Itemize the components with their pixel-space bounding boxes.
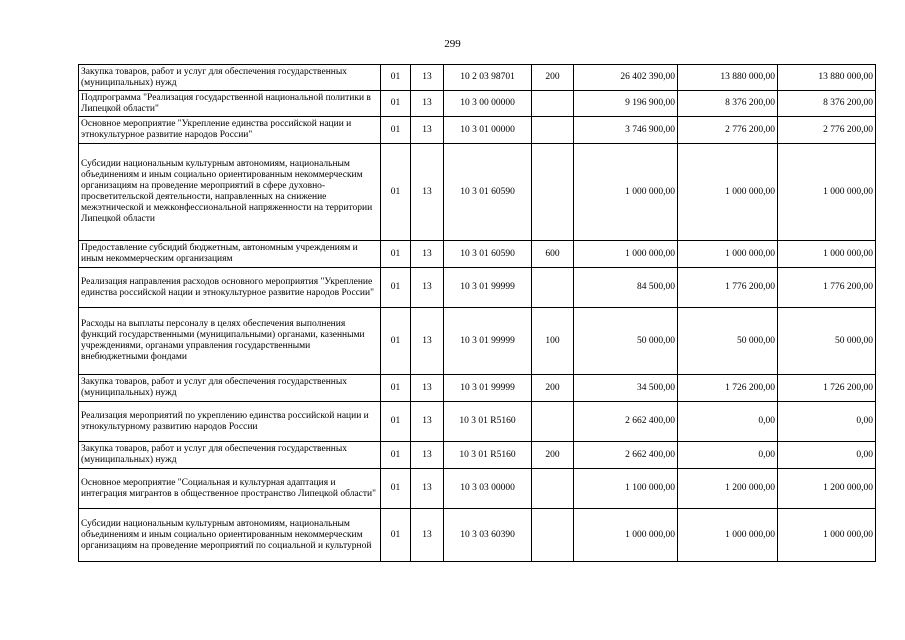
target-article-cell: 10 2 03 98701 <box>444 65 532 91</box>
amount-year3-cell: 50 000,00 <box>778 308 876 375</box>
expense-type-cell: 200 <box>532 442 574 469</box>
table-row <box>79 144 876 241</box>
expense-type-cell: 200 <box>532 65 574 91</box>
section-code-cell: 01 <box>381 442 411 469</box>
amount-year2-cell: 8 376 200,00 <box>678 91 778 117</box>
section-code-cell: 01 <box>381 469 411 509</box>
subsection-code-cell: 13 <box>411 241 444 268</box>
amount-year2-cell: 50 000,00 <box>678 308 778 375</box>
target-article-cell: 10 3 01 99999 <box>444 268 532 308</box>
expense-name-cell: Основное мероприятие "Социальная и культурная адаптация и интеграция мигрантов в общественное пространство Липецкой области" <box>79 469 381 509</box>
target-article-cell: 10 3 01 00000 <box>444 117 532 144</box>
expense-type-cell <box>532 509 574 562</box>
amount-year2-cell: 1 000 000,00 <box>678 241 778 268</box>
table-row <box>79 117 876 144</box>
expense-type-cell <box>532 469 574 509</box>
section-code-cell: 01 <box>381 241 411 268</box>
amount-year2-cell: 1 726 200,00 <box>678 375 778 402</box>
amount-year2-cell: 13 880 000,00 <box>678 65 778 91</box>
amount-year3-cell: 2 776 200,00 <box>778 117 876 144</box>
table-row <box>79 509 876 562</box>
table-row <box>79 469 876 509</box>
expense-type-cell: 100 <box>532 308 574 375</box>
target-article-cell: 10 3 03 60390 <box>444 509 532 562</box>
amount-year3-cell: 1 776 200,00 <box>778 268 876 308</box>
subsection-code-cell: 13 <box>411 442 444 469</box>
section-code-cell: 01 <box>381 117 411 144</box>
amount-year1-cell: 34 500,00 <box>574 375 678 402</box>
target-article-cell: 10 3 01 60590 <box>444 144 532 241</box>
amount-year2-cell: 0,00 <box>678 442 778 469</box>
amount-year2-cell: 1 200 000,00 <box>678 469 778 509</box>
target-article-cell: 10 3 01 R5160 <box>444 402 532 442</box>
amount-year1-cell: 84 500,00 <box>574 268 678 308</box>
target-article-cell: 10 3 03 00000 <box>444 469 532 509</box>
expense-name-cell: Субсидии национальным культурным автономиям, национальным объединениям и иным социально ориентированным некоммерческим организациям на проведение мероприятий по социальной и культурной <box>79 509 381 562</box>
amount-year2-cell: 1 000 000,00 <box>678 144 778 241</box>
amount-year3-cell: 13 880 000,00 <box>778 65 876 91</box>
expense-name-cell: Закупка товаров, работ и услуг для обеспечения государственных (муниципальных) нужд <box>79 442 381 469</box>
amount-year1-cell: 3 746 900,00 <box>574 117 678 144</box>
amount-year1-cell: 50 000,00 <box>574 308 678 375</box>
expense-type-cell <box>532 117 574 144</box>
amount-year1-cell: 1 000 000,00 <box>574 144 678 241</box>
subsection-code-cell: 13 <box>411 65 444 91</box>
subsection-code-cell: 13 <box>411 509 444 562</box>
table-row <box>79 402 876 442</box>
table-row <box>79 241 876 268</box>
expense-type-cell <box>532 268 574 308</box>
amount-year2-cell: 1 776 200,00 <box>678 268 778 308</box>
expense-name-cell: Основное мероприятие "Укрепление единства российской нации и этнокультурное развитие народов России" <box>79 117 381 144</box>
amount-year3-cell: 1 726 200,00 <box>778 375 876 402</box>
expense-name-cell: Закупка товаров, работ и услуг для обеспечения государственных (муниципальных) нужд <box>79 375 381 402</box>
expense-type-cell <box>532 402 574 442</box>
amount-year3-cell: 8 376 200,00 <box>778 91 876 117</box>
expense-name-cell: Подпрограмма "Реализация государственной национальной политики в Липецкой области" <box>79 91 381 117</box>
target-article-cell: 10 3 00 00000 <box>444 91 532 117</box>
subsection-code-cell: 13 <box>411 144 444 241</box>
amount-year1-cell: 2 662 400,00 <box>574 402 678 442</box>
section-code-cell: 01 <box>381 91 411 117</box>
expense-name-cell: Закупка товаров, работ и услуг для обеспечения государственных (муниципальных) нужд <box>79 65 381 91</box>
section-code-cell: 01 <box>381 375 411 402</box>
subsection-code-cell: 13 <box>411 375 444 402</box>
section-code-cell: 01 <box>381 402 411 442</box>
table-row <box>79 91 876 117</box>
table-row <box>79 268 876 308</box>
table-row <box>79 308 876 375</box>
amount-year2-cell: 1 000 000,00 <box>678 509 778 562</box>
subsection-code-cell: 13 <box>411 402 444 442</box>
amount-year1-cell: 9 196 900,00 <box>574 91 678 117</box>
amount-year2-cell: 2 776 200,00 <box>678 117 778 144</box>
amount-year1-cell: 1 000 000,00 <box>574 509 678 562</box>
table-row <box>79 442 876 469</box>
section-code-cell: 01 <box>381 144 411 241</box>
target-article-cell: 10 3 01 99999 <box>444 308 532 375</box>
amount-year1-cell: 26 402 390,00 <box>574 65 678 91</box>
amount-year3-cell: 1 000 000,00 <box>778 241 876 268</box>
amount-year3-cell: 0,00 <box>778 442 876 469</box>
amount-year2-cell: 0,00 <box>678 402 778 442</box>
expense-name-cell: Реализация мероприятий по укреплению единства российской нации и этнокультурному развитию народов России <box>79 402 381 442</box>
expense-name-cell: Реализация направления расходов основного мероприятия "Укрепление единства российской нации и этнокультурное развитие народов России" <box>79 268 381 308</box>
budget-table <box>78 64 876 562</box>
section-code-cell: 01 <box>381 509 411 562</box>
amount-year3-cell: 1 000 000,00 <box>778 144 876 241</box>
subsection-code-cell: 13 <box>411 91 444 117</box>
section-code-cell: 01 <box>381 308 411 375</box>
amount-year3-cell: 1 000 000,00 <box>778 509 876 562</box>
subsection-code-cell: 13 <box>411 117 444 144</box>
expense-type-cell <box>532 91 574 117</box>
table-row <box>79 375 876 402</box>
amount-year3-cell: 0,00 <box>778 402 876 442</box>
expense-name-cell: Расходы на выплаты персоналу в целях обеспечения выполнения функций государственными (муниципальными) органами, казенными учреждениями, органами управления государственными внебюджетными фондами <box>79 308 381 375</box>
table-row <box>79 65 876 91</box>
expense-name-cell: Предоставление субсидий бюджетным, автономным учреждениям и иным некоммерческим организациям <box>79 241 381 268</box>
amount-year1-cell: 2 662 400,00 <box>574 442 678 469</box>
subsection-code-cell: 13 <box>411 308 444 375</box>
page-number: 299 <box>444 38 461 50</box>
subsection-code-cell: 13 <box>411 268 444 308</box>
section-code-cell: 01 <box>381 268 411 308</box>
target-article-cell: 10 3 01 99999 <box>444 375 532 402</box>
expense-name-cell: Субсидии национальным культурным автономиям, национальным объединениям и иным социально ориентированным некоммерческим организациям на проведение мероприятий в сфере духовно-просветительской деятельности, направленных на снижение межэтнической и межконфессиональной напряженности на территории Липецкой области <box>79 144 381 241</box>
target-article-cell: 10 3 01 60590 <box>444 241 532 268</box>
expense-type-cell <box>532 144 574 241</box>
section-code-cell: 01 <box>381 65 411 91</box>
budget-table-body <box>79 65 876 562</box>
expense-type-cell: 200 <box>532 375 574 402</box>
expense-type-cell: 600 <box>532 241 574 268</box>
target-article-cell: 10 3 01 R5160 <box>444 442 532 469</box>
amount-year1-cell: 1 100 000,00 <box>574 469 678 509</box>
subsection-code-cell: 13 <box>411 469 444 509</box>
amount-year3-cell: 1 200 000,00 <box>778 469 876 509</box>
amount-year1-cell: 1 000 000,00 <box>574 241 678 268</box>
